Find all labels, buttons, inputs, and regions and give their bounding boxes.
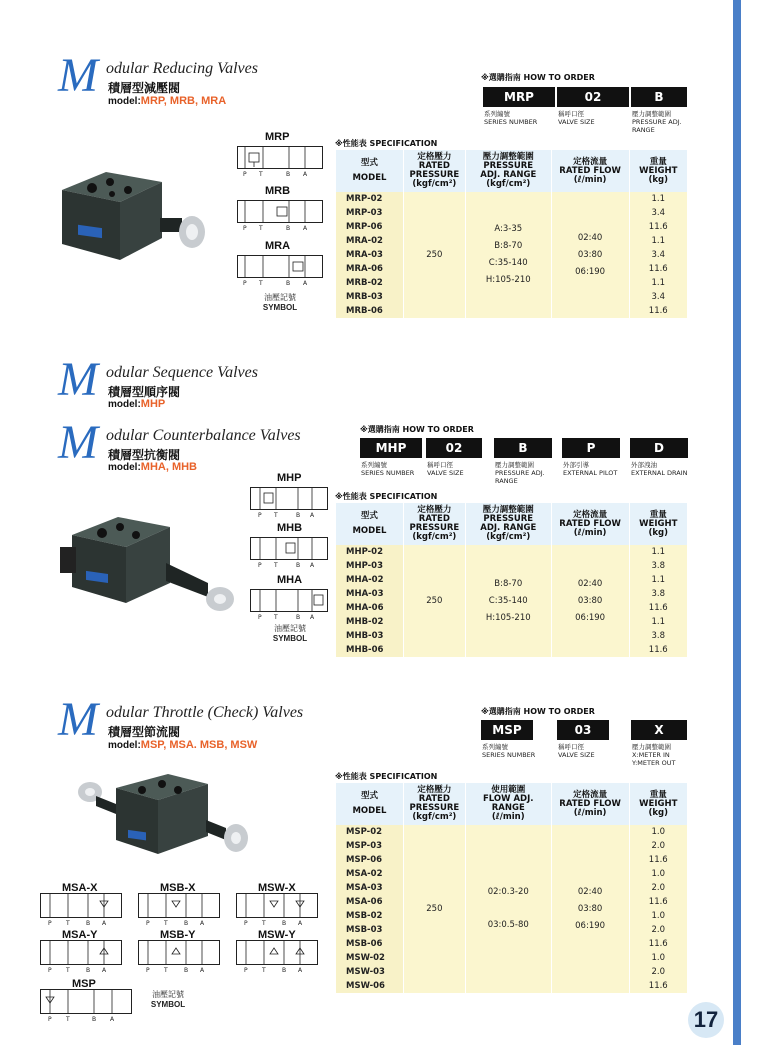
header-weight: 重量 WEIGHT (kg) bbox=[629, 150, 687, 192]
cell-model: MRP-03 bbox=[336, 206, 404, 220]
cell-model: MSP-06 bbox=[336, 853, 404, 867]
cell-flow-range: 02:0.3-20 03:0.5-80 bbox=[465, 825, 551, 993]
cell-model: MRP-06 bbox=[336, 220, 404, 234]
throttle-title-zh: 積層型節流閥 bbox=[108, 725, 181, 739]
svg-text:A: A bbox=[102, 967, 107, 974]
cell-model: MRB-03 bbox=[336, 290, 404, 304]
cell-weight: 11.6 bbox=[629, 937, 687, 951]
svg-text:P: P bbox=[48, 967, 52, 974]
svg-text:B: B bbox=[296, 562, 301, 568]
cell-model: MRA-02 bbox=[336, 234, 404, 248]
counterbalance-cap-series: 系列編號 SERIES NUMBER bbox=[361, 461, 415, 477]
symbol-label-msb-y: MSB-Y bbox=[160, 929, 196, 941]
symbol-mha bbox=[250, 586, 328, 620]
cell-weight: 2.0 bbox=[629, 881, 687, 895]
symbol-msa-x bbox=[40, 893, 122, 927]
cell-model: MSA-03 bbox=[336, 881, 404, 895]
cell-weight: 1.0 bbox=[629, 867, 687, 881]
header-flow-range: 使用範圍 FLOW ADJ. RANGE (ℓ/min) bbox=[465, 783, 551, 825]
svg-text:T: T bbox=[164, 920, 168, 927]
cell-weight: 3.4 bbox=[629, 290, 687, 304]
symbol-mhp bbox=[250, 484, 328, 518]
cell-weight: 1.1 bbox=[629, 545, 687, 559]
sequence-title-en: odular Sequence Valves bbox=[106, 364, 258, 381]
reducing-order-pressure: B bbox=[631, 87, 687, 107]
svg-text:P: P bbox=[146, 920, 150, 927]
table-row bbox=[336, 192, 688, 206]
cell-weight: 1.1 bbox=[629, 234, 687, 248]
cell-model: MSP-03 bbox=[336, 839, 404, 853]
svg-text:B: B bbox=[184, 920, 189, 927]
reducing-cap-pressure: 壓力調整範圍 PRESSURE ADJ. RANGE bbox=[632, 110, 682, 134]
cell-model: MSW-06 bbox=[336, 979, 404, 993]
counterbalance-how-to-order: ※選購指南 HOW TO ORDER bbox=[360, 425, 474, 434]
cell-model: MSA-06 bbox=[336, 895, 404, 909]
header-pressure-range: 壓力調整範圍 PRESSURE ADJ. RANGE (kgf/cm²) bbox=[465, 150, 551, 192]
reducing-how-to-order: ※選購指南 HOW TO ORDER bbox=[481, 73, 595, 82]
svg-text:T: T bbox=[274, 614, 278, 620]
counterbalance-order-series: MHP bbox=[360, 438, 422, 458]
svg-text:B: B bbox=[92, 1016, 97, 1023]
symbol-msb-x bbox=[138, 893, 220, 927]
cell-weight: 2.0 bbox=[629, 923, 687, 937]
reducing-symbol-caption: 油壓記號 SYMBOL bbox=[262, 293, 298, 312]
sequence-title-zh: 積層型順序閥 bbox=[108, 385, 181, 399]
reducing-title-en: odular Reducing Valves bbox=[106, 60, 258, 77]
reducing-model-line: model:MRP, MRB, MRA bbox=[108, 95, 227, 107]
cell-weight: 3.8 bbox=[629, 587, 687, 601]
header-weight: 重量 WEIGHT (kg) bbox=[629, 783, 687, 825]
svg-text:A: A bbox=[200, 967, 205, 974]
svg-text:T: T bbox=[262, 920, 266, 927]
cell-weight: 11.6 bbox=[629, 853, 687, 867]
cell-rated-pressure: 250 bbox=[403, 545, 465, 657]
header-weight: 重量 WEIGHT (kg) bbox=[629, 503, 687, 545]
symbol-mrp bbox=[237, 143, 323, 177]
reducing-title-initial: M bbox=[58, 49, 98, 102]
cell-weight: 3.4 bbox=[629, 248, 687, 262]
table-header-row bbox=[336, 783, 688, 825]
counterbalance-valve-photo bbox=[58, 505, 238, 615]
header-model: 型式 MODEL bbox=[336, 503, 404, 545]
svg-text:P: P bbox=[243, 225, 247, 231]
svg-text:P: P bbox=[48, 1016, 52, 1023]
svg-text:T: T bbox=[274, 512, 278, 518]
symbol-label-msb-x: MSB-X bbox=[160, 882, 196, 894]
cell-weight: 3.4 bbox=[629, 206, 687, 220]
cell-model: MRP-02 bbox=[336, 192, 404, 206]
cell-model: MRA-03 bbox=[336, 248, 404, 262]
svg-text:A: A bbox=[310, 512, 315, 518]
svg-text:T: T bbox=[274, 562, 278, 568]
svg-text:A: A bbox=[303, 225, 308, 231]
cell-model: MHP-02 bbox=[336, 545, 404, 559]
table-header-row bbox=[336, 503, 688, 545]
cell-weight: 2.0 bbox=[629, 965, 687, 979]
page-edge-stripe bbox=[733, 0, 741, 1045]
counterbalance-order-size: 02 bbox=[426, 438, 482, 458]
symbol-label-mra: MRA bbox=[265, 240, 291, 252]
svg-text:T: T bbox=[66, 1016, 70, 1023]
cell-rated-pressure: 250 bbox=[403, 825, 465, 993]
sequence-title-initial: M bbox=[58, 353, 98, 406]
cell-model: MSP-02 bbox=[336, 825, 404, 839]
throttle-how-to-order: ※選購指南 HOW TO ORDER bbox=[481, 707, 595, 716]
cell-weight: 1.0 bbox=[629, 909, 687, 923]
table-row bbox=[336, 825, 688, 839]
svg-text:B: B bbox=[86, 920, 91, 927]
reducing-title-zh: 積層型減壓閥 bbox=[108, 81, 181, 95]
reducing-spec-table bbox=[335, 150, 687, 318]
cell-weight: 11.6 bbox=[629, 262, 687, 276]
throttle-spec-table bbox=[335, 783, 687, 993]
svg-text:A: A bbox=[303, 171, 308, 177]
symbol-mra bbox=[237, 252, 323, 286]
symbol-mhb bbox=[250, 534, 328, 568]
throttle-title-en: odular Throttle (Check) Valves bbox=[106, 704, 304, 721]
svg-text:T: T bbox=[259, 280, 263, 286]
svg-text:A: A bbox=[110, 1016, 115, 1023]
svg-text:A: A bbox=[310, 562, 315, 568]
cell-model: MRA-06 bbox=[336, 262, 404, 276]
throttle-valve-photo bbox=[72, 770, 252, 860]
cell-pressure-range: B:8-70 C:35-140 H:105-210 bbox=[465, 545, 551, 657]
throttle-order-size: 03 bbox=[557, 720, 609, 740]
cell-rated-flow: 02:40 03:80 06:190 bbox=[551, 192, 629, 318]
counterbalance-cap-size: 稱呼口徑 VALVE SIZE bbox=[427, 461, 464, 477]
cell-weight: 1.1 bbox=[629, 276, 687, 290]
symbol-label-mhb: MHB bbox=[277, 522, 303, 534]
cell-model: MHB-03 bbox=[336, 629, 404, 643]
symbol-msw-x bbox=[236, 893, 318, 927]
svg-text:T: T bbox=[262, 967, 266, 974]
header-rated-flow: 定格流量 RATED FLOW (ℓ/min) bbox=[551, 150, 629, 192]
cell-pressure-range: A:3-35 B:8-70 C:35-140 H:105-210 bbox=[465, 192, 551, 318]
cell-model: MSB-06 bbox=[336, 937, 404, 951]
cell-weight: 3.8 bbox=[629, 629, 687, 643]
cell-model: MHP-03 bbox=[336, 559, 404, 573]
svg-text:P: P bbox=[243, 280, 247, 286]
svg-text:B: B bbox=[86, 967, 91, 974]
svg-text:B: B bbox=[296, 512, 301, 518]
svg-text:B: B bbox=[286, 280, 291, 286]
throttle-spec-label: ※性能表 SPECIFICATION bbox=[335, 772, 438, 781]
reducing-spec-label: ※性能表 SPECIFICATION bbox=[335, 139, 438, 148]
svg-text:A: A bbox=[310, 614, 315, 620]
cell-weight: 1.0 bbox=[629, 951, 687, 965]
svg-text:A: A bbox=[102, 920, 107, 927]
svg-text:B: B bbox=[286, 225, 291, 231]
cell-model: MRB-02 bbox=[336, 276, 404, 290]
symbol-label-msa-x: MSA-X bbox=[62, 882, 98, 894]
cell-model: MHB-02 bbox=[336, 615, 404, 629]
symbol-label-msw-y: MSW-Y bbox=[258, 929, 296, 941]
table-row bbox=[336, 545, 688, 559]
cell-model: MSB-02 bbox=[336, 909, 404, 923]
header-pressure-range: 壓力調整範圍 PRESSURE ADJ. RANGE (kgf/cm²) bbox=[465, 503, 551, 545]
header-model: 型式 MODEL bbox=[336, 150, 404, 192]
svg-text:A: A bbox=[303, 280, 308, 286]
symbol-label-msw-x: MSW-X bbox=[258, 882, 296, 894]
counterbalance-symbol-caption: 油壓記號 SYMBOL bbox=[272, 624, 308, 643]
counterbalance-spec-label: ※性能表 SPECIFICATION bbox=[335, 492, 438, 501]
cell-rated-flow: 02:40 03:80 06:190 bbox=[551, 825, 629, 993]
symbol-msa-y bbox=[40, 940, 122, 974]
svg-text:T: T bbox=[259, 225, 263, 231]
svg-text:T: T bbox=[66, 967, 70, 974]
symbol-label-mha: MHA bbox=[277, 574, 303, 586]
header-rated-pressure: 定格壓力 RATED PRESSURE (kgf/cm²) bbox=[403, 783, 465, 825]
cell-weight: 11.6 bbox=[629, 304, 687, 318]
svg-text:A: A bbox=[200, 920, 205, 927]
symbol-label-mrp: MRP bbox=[265, 131, 290, 143]
counterbalance-order-drain: D bbox=[630, 438, 688, 458]
counterbalance-model-line: model:MHA, MHB bbox=[108, 461, 197, 473]
svg-text:P: P bbox=[258, 614, 262, 620]
header-rated-pressure: 定格壓力 RATED PRESSURE (kgf/cm²) bbox=[403, 150, 465, 192]
cell-weight: 1.0 bbox=[629, 825, 687, 839]
cell-model: MHA-03 bbox=[336, 587, 404, 601]
throttle-title-initial: M bbox=[58, 693, 98, 746]
svg-text:B: B bbox=[184, 967, 189, 974]
svg-text:B: B bbox=[286, 171, 291, 177]
reducing-order-series: MRP bbox=[483, 87, 555, 107]
svg-text:P: P bbox=[48, 920, 52, 927]
svg-text:P: P bbox=[258, 562, 262, 568]
throttle-cap-meter: 壓力調整範圍 X:METER IN Y:METER OUT bbox=[632, 743, 676, 767]
counterbalance-title-en: odular Counterbalance Valves bbox=[106, 427, 301, 444]
svg-text:B: B bbox=[282, 967, 287, 974]
symbol-msb-y bbox=[138, 940, 220, 974]
counterbalance-title-zh: 積層型抗衡閥 bbox=[108, 448, 181, 462]
symbol-label-msp: MSP bbox=[72, 978, 96, 990]
counterbalance-order-pilot: P bbox=[562, 438, 620, 458]
symbol-msp bbox=[40, 989, 132, 1023]
cell-weight: 1.1 bbox=[629, 192, 687, 206]
reducing-valve-photo bbox=[58, 160, 208, 270]
counterbalance-order-pressure: B bbox=[494, 438, 552, 458]
svg-text:P: P bbox=[244, 967, 248, 974]
throttle-symbol-caption: 油壓記號 SYMBOL bbox=[150, 990, 186, 1009]
cell-model: MHA-02 bbox=[336, 573, 404, 587]
svg-text:T: T bbox=[164, 967, 168, 974]
cell-weight: 11.6 bbox=[629, 643, 687, 657]
svg-text:P: P bbox=[244, 920, 248, 927]
cell-model: MSB-03 bbox=[336, 923, 404, 937]
counterbalance-cap-pilot: 外部引導 EXTERNAL PILOT bbox=[563, 461, 618, 477]
symbol-mrb bbox=[237, 197, 323, 231]
counterbalance-cap-drain: 外部洩油 EXTERNAL DRAIN bbox=[631, 461, 688, 477]
header-model: 型式 MODEL bbox=[336, 783, 404, 825]
throttle-model-line: model:MSP, MSA. MSB, MSW bbox=[108, 739, 258, 751]
header-rated-flow: 定格流量 RATED FLOW (ℓ/min) bbox=[551, 783, 629, 825]
svg-text:A: A bbox=[298, 967, 303, 974]
throttle-cap-size: 稱呼口徑 VALVE SIZE bbox=[558, 743, 595, 759]
symbol-msw-y bbox=[236, 940, 318, 974]
reducing-cap-size: 稱呼口徑 VALVE SIZE bbox=[558, 110, 595, 126]
table-header-row bbox=[336, 150, 688, 192]
cell-weight: 11.6 bbox=[629, 220, 687, 234]
reducing-cap-series: 系列編號 SERIES NUMBER bbox=[484, 110, 538, 126]
cell-model: MRB-06 bbox=[336, 304, 404, 318]
cell-model: MSW-03 bbox=[336, 965, 404, 979]
svg-text:B: B bbox=[282, 920, 287, 927]
cell-weight: 2.0 bbox=[629, 839, 687, 853]
svg-text:T: T bbox=[66, 920, 70, 927]
cell-model: MHA-06 bbox=[336, 601, 404, 615]
counterbalance-spec-table bbox=[335, 503, 687, 657]
cell-weight: 1.1 bbox=[629, 573, 687, 587]
symbol-label-msa-y: MSA-Y bbox=[62, 929, 98, 941]
throttle-order-series: MSP bbox=[481, 720, 533, 740]
cell-weight: 1.1 bbox=[629, 615, 687, 629]
sequence-model-line: model:MHP bbox=[108, 398, 166, 410]
cell-rated-pressure: 250 bbox=[403, 192, 465, 318]
svg-text:T: T bbox=[259, 171, 263, 177]
cell-model: MSW-02 bbox=[336, 951, 404, 965]
cell-model: MSA-02 bbox=[336, 867, 404, 881]
header-rated-flow: 定格流量 RATED FLOW (ℓ/min) bbox=[551, 503, 629, 545]
reducing-order-size: 02 bbox=[557, 87, 629, 107]
page-number: 17 bbox=[688, 1002, 724, 1038]
cell-model: MHB-06 bbox=[336, 643, 404, 657]
svg-text:B: B bbox=[296, 614, 301, 620]
symbol-label-mhp: MHP bbox=[277, 472, 302, 484]
cell-weight: 11.6 bbox=[629, 895, 687, 909]
throttle-cap-series: 系列編號 SERIES NUMBER bbox=[482, 743, 536, 759]
counterbalance-title-initial: M bbox=[58, 416, 98, 469]
svg-text:P: P bbox=[258, 512, 262, 518]
counterbalance-cap-pressure: 壓力調整範圍 PRESSURE ADJ. RANGE bbox=[495, 461, 545, 485]
svg-text:P: P bbox=[243, 171, 247, 177]
cell-weight: 11.6 bbox=[629, 979, 687, 993]
cell-weight: 3.8 bbox=[629, 559, 687, 573]
svg-text:P: P bbox=[146, 967, 150, 974]
cell-weight: 11.6 bbox=[629, 601, 687, 615]
symbol-label-mrb: MRB bbox=[265, 185, 291, 197]
cell-rated-flow: 02:40 03:80 06:190 bbox=[551, 545, 629, 657]
svg-text:A: A bbox=[298, 920, 303, 927]
throttle-order-meter: X bbox=[631, 720, 687, 740]
header-rated-pressure: 定格壓力 RATED PRESSURE (kgf/cm²) bbox=[403, 503, 465, 545]
